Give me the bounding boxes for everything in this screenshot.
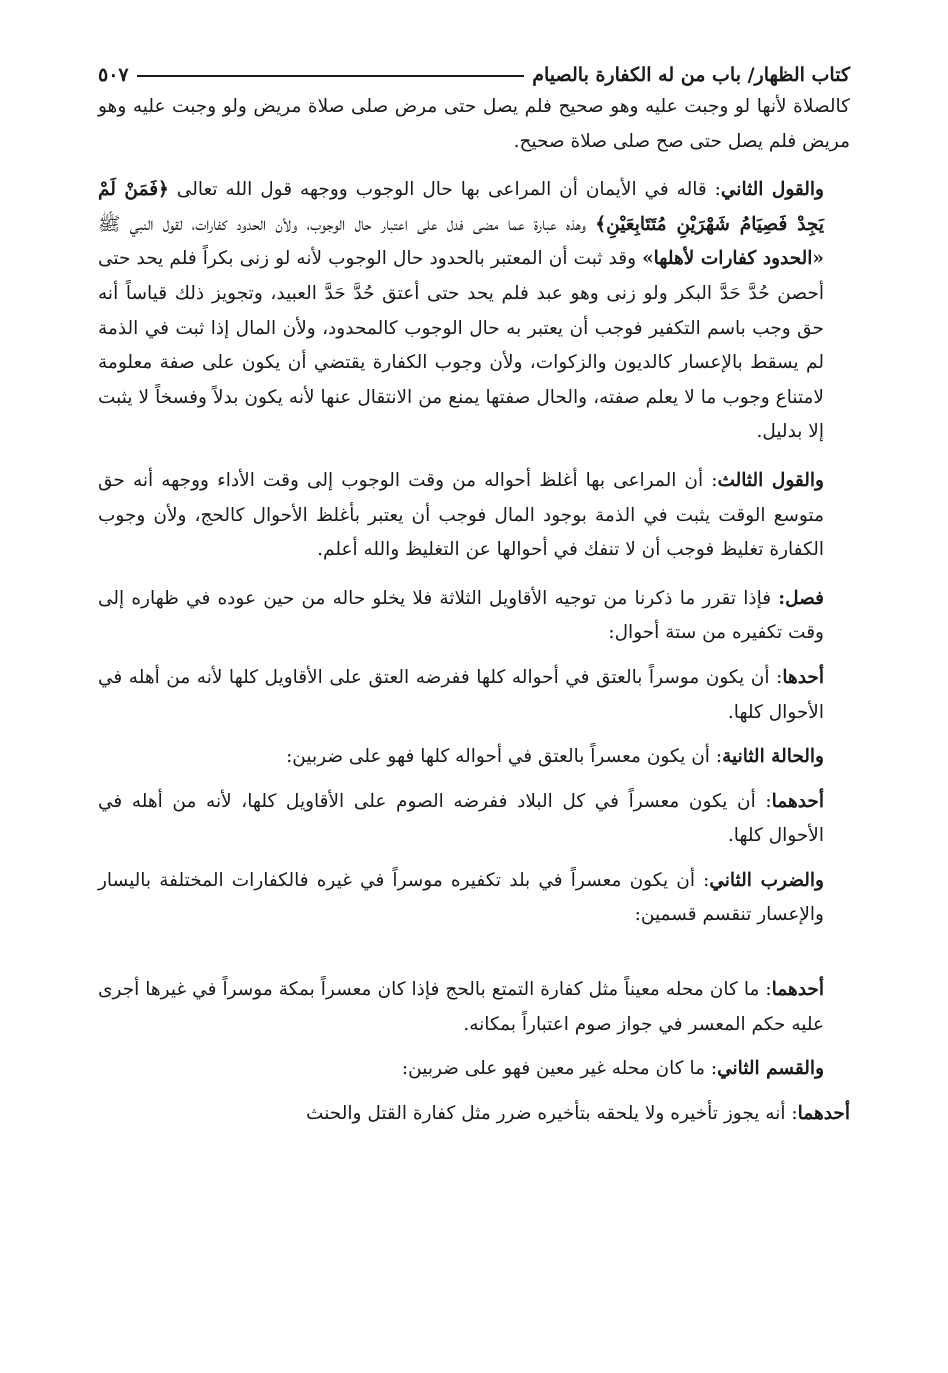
second-opinion-text-c: وقد ثبت أن المعتبر بالحدود حال الوجوب لأنه لو زنى بكراً فلم يحد حتى أحصن حُدَّ حَدَّ البكر ولو زنى وهو عبد فلم يحد حتى أعتق حُدَّ حَدَّ العبيد، وتجويز ذلك قياساً أنه حق وجب باسم التكفير فوجب أن يعتبر به حال الوجوب كالمحدود، ولأن المال إذا ثبت في الذمة لم يسقط بالإعسار كالديون والزكوات، ولأن وجوب الكفارة يقتضي أن يكون على صفة معلومة لامتناع وجوب ما لا يعلم صفته، والحال صفتها يمنع من الانتقال عنها لأنه يكون بدلاً وفسخاً لا يثبت إلا بدليل.	[98, 248, 824, 443]
hadith-quote: «الحدود كفارات لأهلها»	[642, 248, 824, 270]
first-case-text: : أن يكون موسراً بالعتق في أحواله كلها ففرضه العتق على الأقاويل كلها لأنه من أهله في الأحوال كلها.	[98, 666, 824, 723]
running-header	[98, 52, 850, 86]
page-body	[98, 90, 850, 1131]
paragraph-first-type	[98, 785, 850, 854]
paragraph-second-type	[98, 864, 850, 933]
first-type-text: : أن يكون معسراً في كل البلاد ففرضه الصوم على الأقاويل كلها، لأنه من أهله في الأحوال كلها.	[98, 790, 824, 847]
header-rule	[137, 75, 525, 77]
lead-second-division: والقسم الثاني	[717, 1058, 824, 1080]
paragraph-first-division	[98, 973, 850, 1042]
paragraph-second-division	[98, 1052, 850, 1087]
paragraph-third-opinion	[98, 464, 850, 568]
paragraph-second-case	[98, 740, 850, 775]
lead-first-type: أحدهما	[771, 790, 824, 812]
section-text: فإذا تقرر ما ذكرنا من توجيه الأقاويل الثلاثة فلا يخلو حاله من حين عوده في ظهاره إلى وقت تكفيره من ستة أحوال:	[98, 587, 824, 644]
paragraph-second-opinion	[98, 173, 850, 450]
lead-second-type: والضرب الثاني	[709, 869, 824, 891]
lead-last: أحدهما	[797, 1102, 850, 1124]
second-opinion-text-a: : قاله في الأيمان أن المراعى بها حال الوجوب ووجهه قول الله تعالى	[168, 179, 721, 201]
second-case-text: : أن يكون معسراً بالعتق في أحواله كلها فهو على ضربين:	[286, 746, 723, 768]
paragraph-last	[98, 1097, 850, 1132]
lead-second-opinion: والقول الثاني	[720, 179, 824, 201]
quran-verse: ﴿فَمَنْ لَمْ يَجِدْ فَصِيَامُ شَهْرَيْنِ مُتَتَابِعَيْنِ﴾	[98, 179, 824, 235]
lead-third-opinion: والقول الثالث	[717, 469, 824, 491]
lead-second-case: والحالة الثانية	[722, 746, 824, 768]
paragraph-1-text: كالصلاة لأنها لو وجبت عليه وهو صحيح فلم يصل حتى مرض صلى صلاة مريض ولو وجبت عليه وهو مريض فلم يصل حتى صح صلى صلاة صحيح.	[98, 96, 850, 152]
third-opinion-text: : أن المراعى بها أغلظ أحواله من وقت الوجوب إلى وقت الأداء ووجهه أنه حق متوسع الوقت يثبت في الذمة بوجود المال فوجب أن يعتبر بأغلظ الأحوال كالحج، ولأن وجوب الكفارة تغليظ فوجب أن لا تنفك في أحوالها عن التغليظ والله أعلم.	[98, 469, 824, 561]
lead-section: فصل:	[778, 587, 824, 609]
paragraph-1	[98, 90, 850, 159]
second-division-text: : ما كان محله غير معين فهو على ضربين:	[401, 1058, 718, 1080]
second-type-text: : أن يكون معسراً في بلد تكفيره موسراً في غيره فالكفارات المختلفة باليسار والإعسار تنقسم قسمين:	[98, 869, 824, 926]
first-division-text: : ما كان محله معيناً مثل كفارة التمتع بالحج فإذا كان معسراً بمكة موسراً في غيرها أجرى عليه حكم المعسر في جواز صوم اعتباراً بمكانه.	[98, 979, 824, 1035]
paragraph-first-case	[98, 661, 850, 730]
paragraph-section	[98, 582, 850, 651]
header-title: كتاب الظهار/ باب من له الكفارة بالصيام	[532, 64, 850, 86]
second-opinion-text-b: وهذه عبارة عما مضى فدل على اعتبار حال الوجوب، ولأن الحدود كفارات، لقول النبي ﷺ	[98, 213, 596, 235]
book-page	[98, 52, 850, 1131]
lead-first-case: أحدها	[782, 666, 824, 688]
last-text: : أنه يجوز تأخيره ولا يلحقه بتأخيره ضرر مثل كفارة القتل والحنث	[306, 1102, 798, 1124]
lead-first-division: أحدهما	[771, 979, 824, 1001]
page-number: ٥٠٧	[98, 64, 129, 86]
